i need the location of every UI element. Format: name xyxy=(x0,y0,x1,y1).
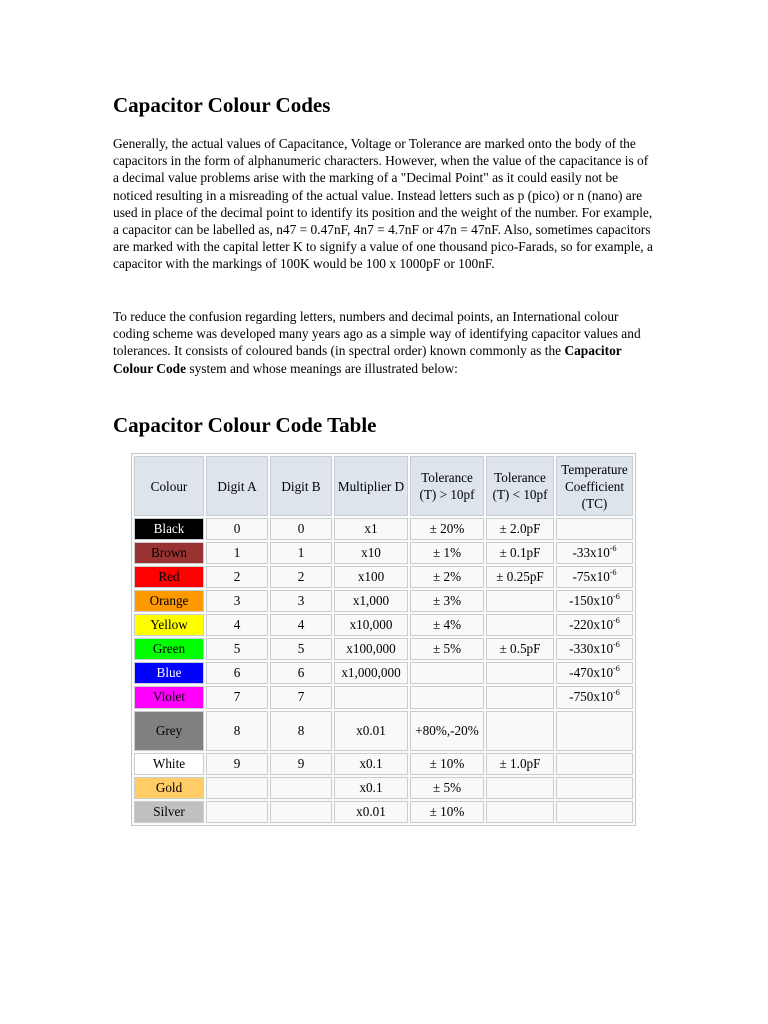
digit-b-cell: 6 xyxy=(270,662,332,684)
tc-exponent: -6 xyxy=(609,568,617,578)
colour-swatch-cell: Brown xyxy=(134,542,204,564)
digit-a-cell: 5 xyxy=(206,638,268,660)
header-digit-b: Digit B xyxy=(270,456,332,516)
tolerance-high-cell: ± 1% xyxy=(410,542,484,564)
digit-a-cell: 1 xyxy=(206,542,268,564)
colour-code-table-container xyxy=(131,453,636,826)
tolerance-high-cell: ± 20% xyxy=(410,518,484,540)
multiplier-cell: x0.01 xyxy=(334,711,408,751)
digit-b-cell xyxy=(270,777,332,799)
colour-swatch-cell: Violet xyxy=(134,686,204,708)
multiplier-cell: x0.1 xyxy=(334,777,408,799)
table-body xyxy=(134,518,633,823)
multiplier-cell: x10,000 xyxy=(334,614,408,636)
tolerance-high-cell: ± 10% xyxy=(410,801,484,823)
colour-swatch-cell: Gold xyxy=(134,777,204,799)
table-row xyxy=(134,711,633,751)
temp-coefficient-cell xyxy=(556,686,633,708)
temp-coefficient-cell xyxy=(556,753,633,775)
temp-coefficient-cell xyxy=(556,614,633,636)
table-row xyxy=(134,801,633,823)
table-row xyxy=(134,614,633,636)
colour-code-paragraph xyxy=(113,308,653,377)
tolerance-high-cell: ± 5% xyxy=(410,638,484,660)
digit-b-cell xyxy=(270,801,332,823)
header-digit-a: Digit A xyxy=(206,456,268,516)
temp-coefficient-cell xyxy=(556,518,633,540)
tc-base: -220x10 xyxy=(569,617,614,633)
tolerance-low-cell xyxy=(486,711,554,751)
digit-b-cell: 8 xyxy=(270,711,332,751)
temp-coefficient-cell xyxy=(556,566,633,588)
tolerance-high-cell: ± 5% xyxy=(410,777,484,799)
tc-exponent: -6 xyxy=(613,688,620,698)
table-row xyxy=(134,518,633,540)
multiplier-cell xyxy=(334,686,408,708)
tc-exponent: -6 xyxy=(609,544,617,554)
colour-code-table xyxy=(132,454,635,825)
digit-a-cell xyxy=(206,777,268,799)
digit-b-cell: 9 xyxy=(270,753,332,775)
colour-swatch-cell: Green xyxy=(134,638,204,660)
tolerance-low-cell: ± 1.0pF xyxy=(486,753,554,775)
multiplier-cell: x1 xyxy=(334,518,408,540)
tc-base: -150x10 xyxy=(569,593,614,609)
colour-swatch-cell: Grey xyxy=(134,711,204,751)
tolerance-high-cell: ± 4% xyxy=(410,614,484,636)
temp-coefficient-cell xyxy=(556,638,633,660)
tolerance-high-cell xyxy=(410,686,484,708)
digit-a-cell: 8 xyxy=(206,711,268,751)
tolerance-low-cell xyxy=(486,777,554,799)
multiplier-cell: x10 xyxy=(334,542,408,564)
temp-coefficient-cell xyxy=(556,711,633,751)
page-title: Capacitor Colour Codes xyxy=(113,93,331,117)
digit-a-cell: 2 xyxy=(206,566,268,588)
intro-paragraph: Generally, the actual values of Capacitance, Voltage or Tolerance are marked onto the body of the capacitors in the form of alphanumeric characters. However, when the value of the capacitance is of a decimal value problems arise with the marking of a "Decimal Point" as it could easily not be noticed resulting in a misreading of the actual value. Instead letters such as p (pico) or n (nano) are used in place of the decimal point to identify its position and the weight of the number. For example, a capacitor can be labelled as, n47 = 0.47nF, 4n7 = 4.7nF or 47n = 47nF. Also, sometimes capacitors are marked with the capital letter K to signify a value of one thousand pico-Farads, so for example, a capacitor with the markings of 100K would be 100 x 1000pF or 100nF. xyxy=(113,136,653,272)
table-row xyxy=(134,566,633,588)
multiplier-cell: x1,000 xyxy=(334,590,408,612)
paragraph-text-before: To reduce the confusion regarding letters, numbers and decimal points, an International colour coding scheme was developed many years ago as a simple way of identifying capacitor values and tolerances. It consists of coloured bands (in spectral order) known commonly as the xyxy=(113,309,641,359)
digit-b-cell: 4 xyxy=(270,614,332,636)
digit-a-cell: 9 xyxy=(206,753,268,775)
table-row xyxy=(134,777,633,799)
header-colour: Colour xyxy=(134,456,204,516)
tolerance-low-cell xyxy=(486,614,554,636)
tolerance-low-cell: ± 0.1pF xyxy=(486,542,554,564)
colour-swatch-cell: Yellow xyxy=(134,614,204,636)
tolerance-low-cell xyxy=(486,662,554,684)
digit-b-cell: 1 xyxy=(270,542,332,564)
tolerance-low-cell: ± 2.0pF xyxy=(486,518,554,540)
digit-b-cell: 7 xyxy=(270,686,332,708)
header-multiplier: Multiplier D xyxy=(334,456,408,516)
digit-b-cell: 5 xyxy=(270,638,332,660)
colour-swatch-cell: Orange xyxy=(134,590,204,612)
tc-base: -470x10 xyxy=(569,665,614,681)
table-row xyxy=(134,753,633,775)
paragraph-bold-term: Capacitor Colour Code xyxy=(113,343,622,376)
tc-exponent: -6 xyxy=(613,616,620,626)
table-row xyxy=(134,662,633,684)
digit-b-cell: 2 xyxy=(270,566,332,588)
header-tolerance-high: Tolerance (T) > 10pf xyxy=(410,456,484,516)
tc-base: -75x10 xyxy=(572,569,610,585)
digit-a-cell: 0 xyxy=(206,518,268,540)
table-row xyxy=(134,686,633,708)
tc-base: -33x10 xyxy=(572,545,610,561)
temp-coefficient-cell xyxy=(556,777,633,799)
multiplier-cell: x0.1 xyxy=(334,753,408,775)
digit-a-cell: 6 xyxy=(206,662,268,684)
colour-swatch-cell: Red xyxy=(134,566,204,588)
tolerance-low-cell xyxy=(486,686,554,708)
colour-swatch-cell: Silver xyxy=(134,801,204,823)
tolerance-high-cell: +80%,-20% xyxy=(410,711,484,751)
header-tolerance-low: Tolerance (T) < 10pf xyxy=(486,456,554,516)
colour-swatch-cell: White xyxy=(134,753,204,775)
tolerance-low-cell xyxy=(486,590,554,612)
tc-base: -750x10 xyxy=(569,689,614,705)
tolerance-high-cell xyxy=(410,662,484,684)
tc-exponent: -6 xyxy=(613,664,620,674)
digit-b-cell: 0 xyxy=(270,518,332,540)
paragraph-text-after: system and whose meanings are illustrated below: xyxy=(186,360,458,376)
table-title: Capacitor Colour Code Table xyxy=(113,413,377,437)
temp-coefficient-cell xyxy=(556,590,633,612)
digit-a-cell: 4 xyxy=(206,614,268,636)
table-row xyxy=(134,590,633,612)
digit-b-cell: 3 xyxy=(270,590,332,612)
temp-coefficient-cell xyxy=(556,542,633,564)
table-row xyxy=(134,638,633,660)
table-row xyxy=(134,542,633,564)
digit-a-cell: 7 xyxy=(206,686,268,708)
tolerance-high-cell: ± 2% xyxy=(410,566,484,588)
multiplier-cell: x100,000 xyxy=(334,638,408,660)
tolerance-low-cell: ± 0.25pF xyxy=(486,566,554,588)
tolerance-high-cell: ± 10% xyxy=(410,753,484,775)
multiplier-cell: x1,000,000 xyxy=(334,662,408,684)
tc-base: -330x10 xyxy=(569,641,614,657)
tolerance-low-cell xyxy=(486,801,554,823)
multiplier-cell: x0.01 xyxy=(334,801,408,823)
tolerance-low-cell: ± 0.5pF xyxy=(486,638,554,660)
temp-coefficient-cell xyxy=(556,801,633,823)
tolerance-high-cell: ± 3% xyxy=(410,590,484,612)
tc-exponent: -6 xyxy=(613,592,620,602)
temp-coefficient-cell xyxy=(556,662,633,684)
colour-swatch-cell: Black xyxy=(134,518,204,540)
multiplier-cell: x100 xyxy=(334,566,408,588)
digit-a-cell: 3 xyxy=(206,590,268,612)
tc-exponent: -6 xyxy=(613,640,620,650)
table-header-row xyxy=(134,456,633,516)
colour-swatch-cell: Blue xyxy=(134,662,204,684)
digit-a-cell xyxy=(206,801,268,823)
header-temp-coefficient: Temperature Coefficient (TC) xyxy=(556,456,633,516)
